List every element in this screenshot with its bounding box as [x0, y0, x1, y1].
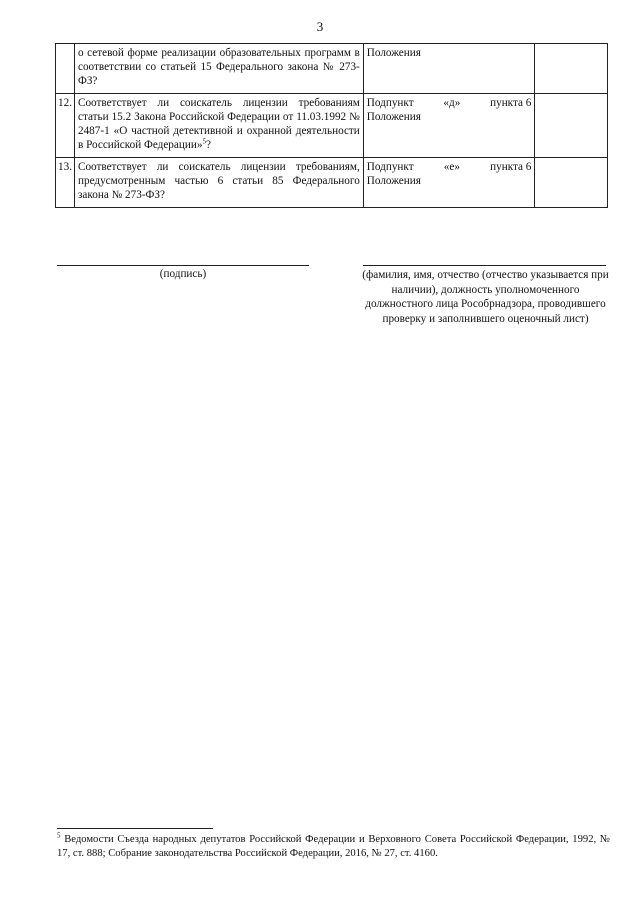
question-text: о сетевой форме реализации образовательных программ в соответствии со статьей 15 Федерального закона № 273-ФЗ?	[77, 47, 360, 87]
signature-line	[57, 265, 309, 266]
norm-subpoint: Подпункт	[366, 161, 414, 173]
question-text: Соответствует ли соискатель лицензии требованиям статьи 15.2 Закона Российской Федерации от 11.03.1992 № 2487-1 «О частной детективной и охранной деятельности в Российской Федерации»	[77, 97, 360, 151]
norm-cell	[363, 44, 535, 94]
row-number: 12.	[56, 94, 75, 158]
result-cell	[535, 94, 608, 158]
norm-document: Положения	[366, 111, 421, 123]
footnote-text: Ведомости Съезда народных депутатов Российской Федерации и Верховного Совета Российской Федерации, 1992, № 17, ст. 888; Собрание законодательства Российской Федерации, 2016, № 27, ст. 4160.	[57, 834, 610, 859]
norm-document: Положения	[366, 47, 421, 59]
footnote-ref: 5	[202, 137, 206, 146]
norm-letter: «д»	[443, 97, 461, 109]
result-cell	[535, 44, 608, 94]
norm-subpoint: Подпункт	[366, 97, 414, 109]
norm-letter: «е»	[443, 161, 460, 173]
checklist-table	[55, 43, 608, 208]
signature-label: (подпись)	[159, 268, 207, 280]
page-number: 3	[316, 19, 324, 34]
table-row	[56, 158, 608, 208]
norm-point: пункта 6	[490, 161, 532, 173]
footnote-separator	[57, 828, 213, 829]
question-cell	[74, 94, 363, 158]
table-row	[56, 44, 608, 94]
norm-line	[367, 160, 532, 174]
result-cell	[535, 158, 608, 208]
norm-cell	[363, 94, 535, 158]
norm-cell	[363, 158, 535, 208]
official-name-line	[363, 265, 606, 266]
row-number: 13.	[56, 158, 75, 208]
norm-point: пункта 6	[490, 97, 532, 109]
official-name-label: (фамилия, имя, отчество (отчество указывается при наличии), должность уполномоченного должностного лица Рособрнадзора, проводившего проверку и заполнившего оценочный лист)	[362, 269, 609, 325]
norm-document: Положения	[366, 175, 421, 187]
question-cell	[74, 44, 363, 94]
footnote-marker: 5	[57, 831, 61, 840]
table-row	[56, 94, 608, 158]
question-text: Соответствует ли соискатель лицензии требованиям, предусмотренным частью 6 статьи 85 Федерального закона № 273-ФЗ?	[77, 161, 360, 201]
question-tail: ?	[205, 139, 211, 151]
norm-line	[367, 96, 532, 110]
question-cell	[74, 158, 363, 208]
footnote	[57, 833, 610, 861]
row-number	[56, 44, 75, 94]
